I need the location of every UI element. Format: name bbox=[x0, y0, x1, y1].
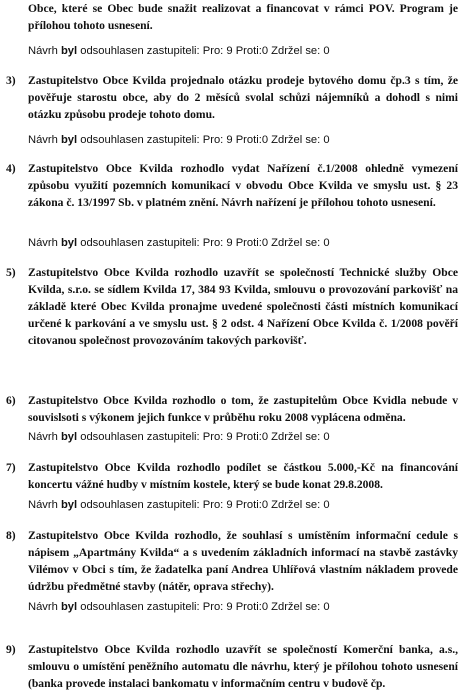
vote-line: Návrh byl odsouhlasen zastupiteli: Pro: 9 Proti:0 Zdržel se: 0 bbox=[28, 601, 330, 613]
item-number: 5) bbox=[6, 266, 16, 279]
item-number: 7) bbox=[6, 461, 16, 474]
vote-line: Návrh byl odsouhlasen zastupiteli: Pro: 9 Proti:0 Zdržel se: 0 bbox=[28, 431, 330, 443]
resolution-text: Zastupitelstvo Obce Kvilda rozhodlo o tom, že zastupitelům Obce Kvidla nebude v souvislsoti s výkonem jejich funkce v průběhu roku 2008 vyplácena odměna. bbox=[28, 394, 458, 424]
resolution-text: Zastupitelstvo Obce Kvilda rozhodlo uzavřít se společností Komerční banka, a.s., smlouvu o umístění peněžního automatu dle návrhu, který je přílohou tohoto usnesení (banka provede instalaci bankomatu v informačním centru v budově čp. bbox=[28, 643, 458, 690]
resolution-text: Zastupitelstvo Obce Kvilda rozhodlo, že souhlasí s umístěním informační cedule s nápisem „Apartmány Kvilda“ a s uvedením základních informací na stavbě zastávky Vilémov v Obci s tím, že žadatelka paní Andrea Uhlířová vlastním nákladem provede údržbu předmětné stavby (nátěr, oprava střechy). bbox=[28, 529, 458, 593]
vote-line: Návrh byl odsouhlasen zastupiteli: Pro: 9 Proti:0 Zdržel se: 0 bbox=[28, 499, 330, 511]
item-number: 9) bbox=[6, 643, 16, 656]
item-number: 8) bbox=[6, 529, 16, 542]
item-number: 6) bbox=[6, 394, 16, 407]
resolution-text: Zastupitelstvo Obce Kvilda rozhodlo podílet se částkou 5.000,-Kč na financování koncertu vážné hudby v místním kostele, který se bude konat 29.8.2008. bbox=[28, 461, 458, 491]
lead-paragraph: Obce, které se Obec bude snažit realizovat a financovat v rámci POV. Program je přílohou tohoto usnesení. bbox=[28, 2, 458, 32]
vote-line: Návrh byl odsouhlasen zastupiteli: Pro: 9 Proti:0 Zdržel se: 0 bbox=[28, 134, 330, 146]
lead-vote-line: Návrh byl odsouhlasen zastupiteli: Pro: 9 Proti:0 Zdržel se: 0 bbox=[28, 45, 330, 57]
resolution-text: Zastupitelstvo Obce Kvilda rozhodlo uzavřít se společností Technické služby Obce Kvilda, s.r.o. se sídlem Kvilda 17, 384 93 Kvilda, smlouvu o provozování parkovišť na základě které Obec Kvilda pronajme uvedené společnosti části místních komunikací určené k parkování a ve smyslu ust. § 2 odst. 4 Nařízení Obce Kvilda č. 1/2008 pověří citovanou společnost provozováním takových parkovišť. bbox=[28, 266, 458, 347]
vote-line: Návrh byl odsouhlasen zastupiteli: Pro: 9 Proti:0 Zdržel se: 0 bbox=[28, 237, 330, 249]
item-number: 4) bbox=[6, 162, 16, 175]
item-number: 3) bbox=[6, 74, 16, 87]
resolution-text: Zastupitelstvo Obce Kvilda rozhodlo vydat Nařízení č.1/2008 ohledně vymezení způsobu využití pozemních komunikací v obvodu Obce Kvilda ve smyslu ust. § 23 zákona č. 13/1997 Sb. v platném znění. Návrh nařízení je přílohou tohoto usnesení. bbox=[28, 162, 458, 209]
resolution-text: Zastupitelstvo Obce Kvilda projednalo otázku prodeje bytového domu čp.3 s tím, že pověřuje starostu obce, aby do 2 měsíců svolal schůzi nájemníků a dohodl s nimi otázku způsobu prodeje tohoto domu. bbox=[28, 74, 458, 121]
